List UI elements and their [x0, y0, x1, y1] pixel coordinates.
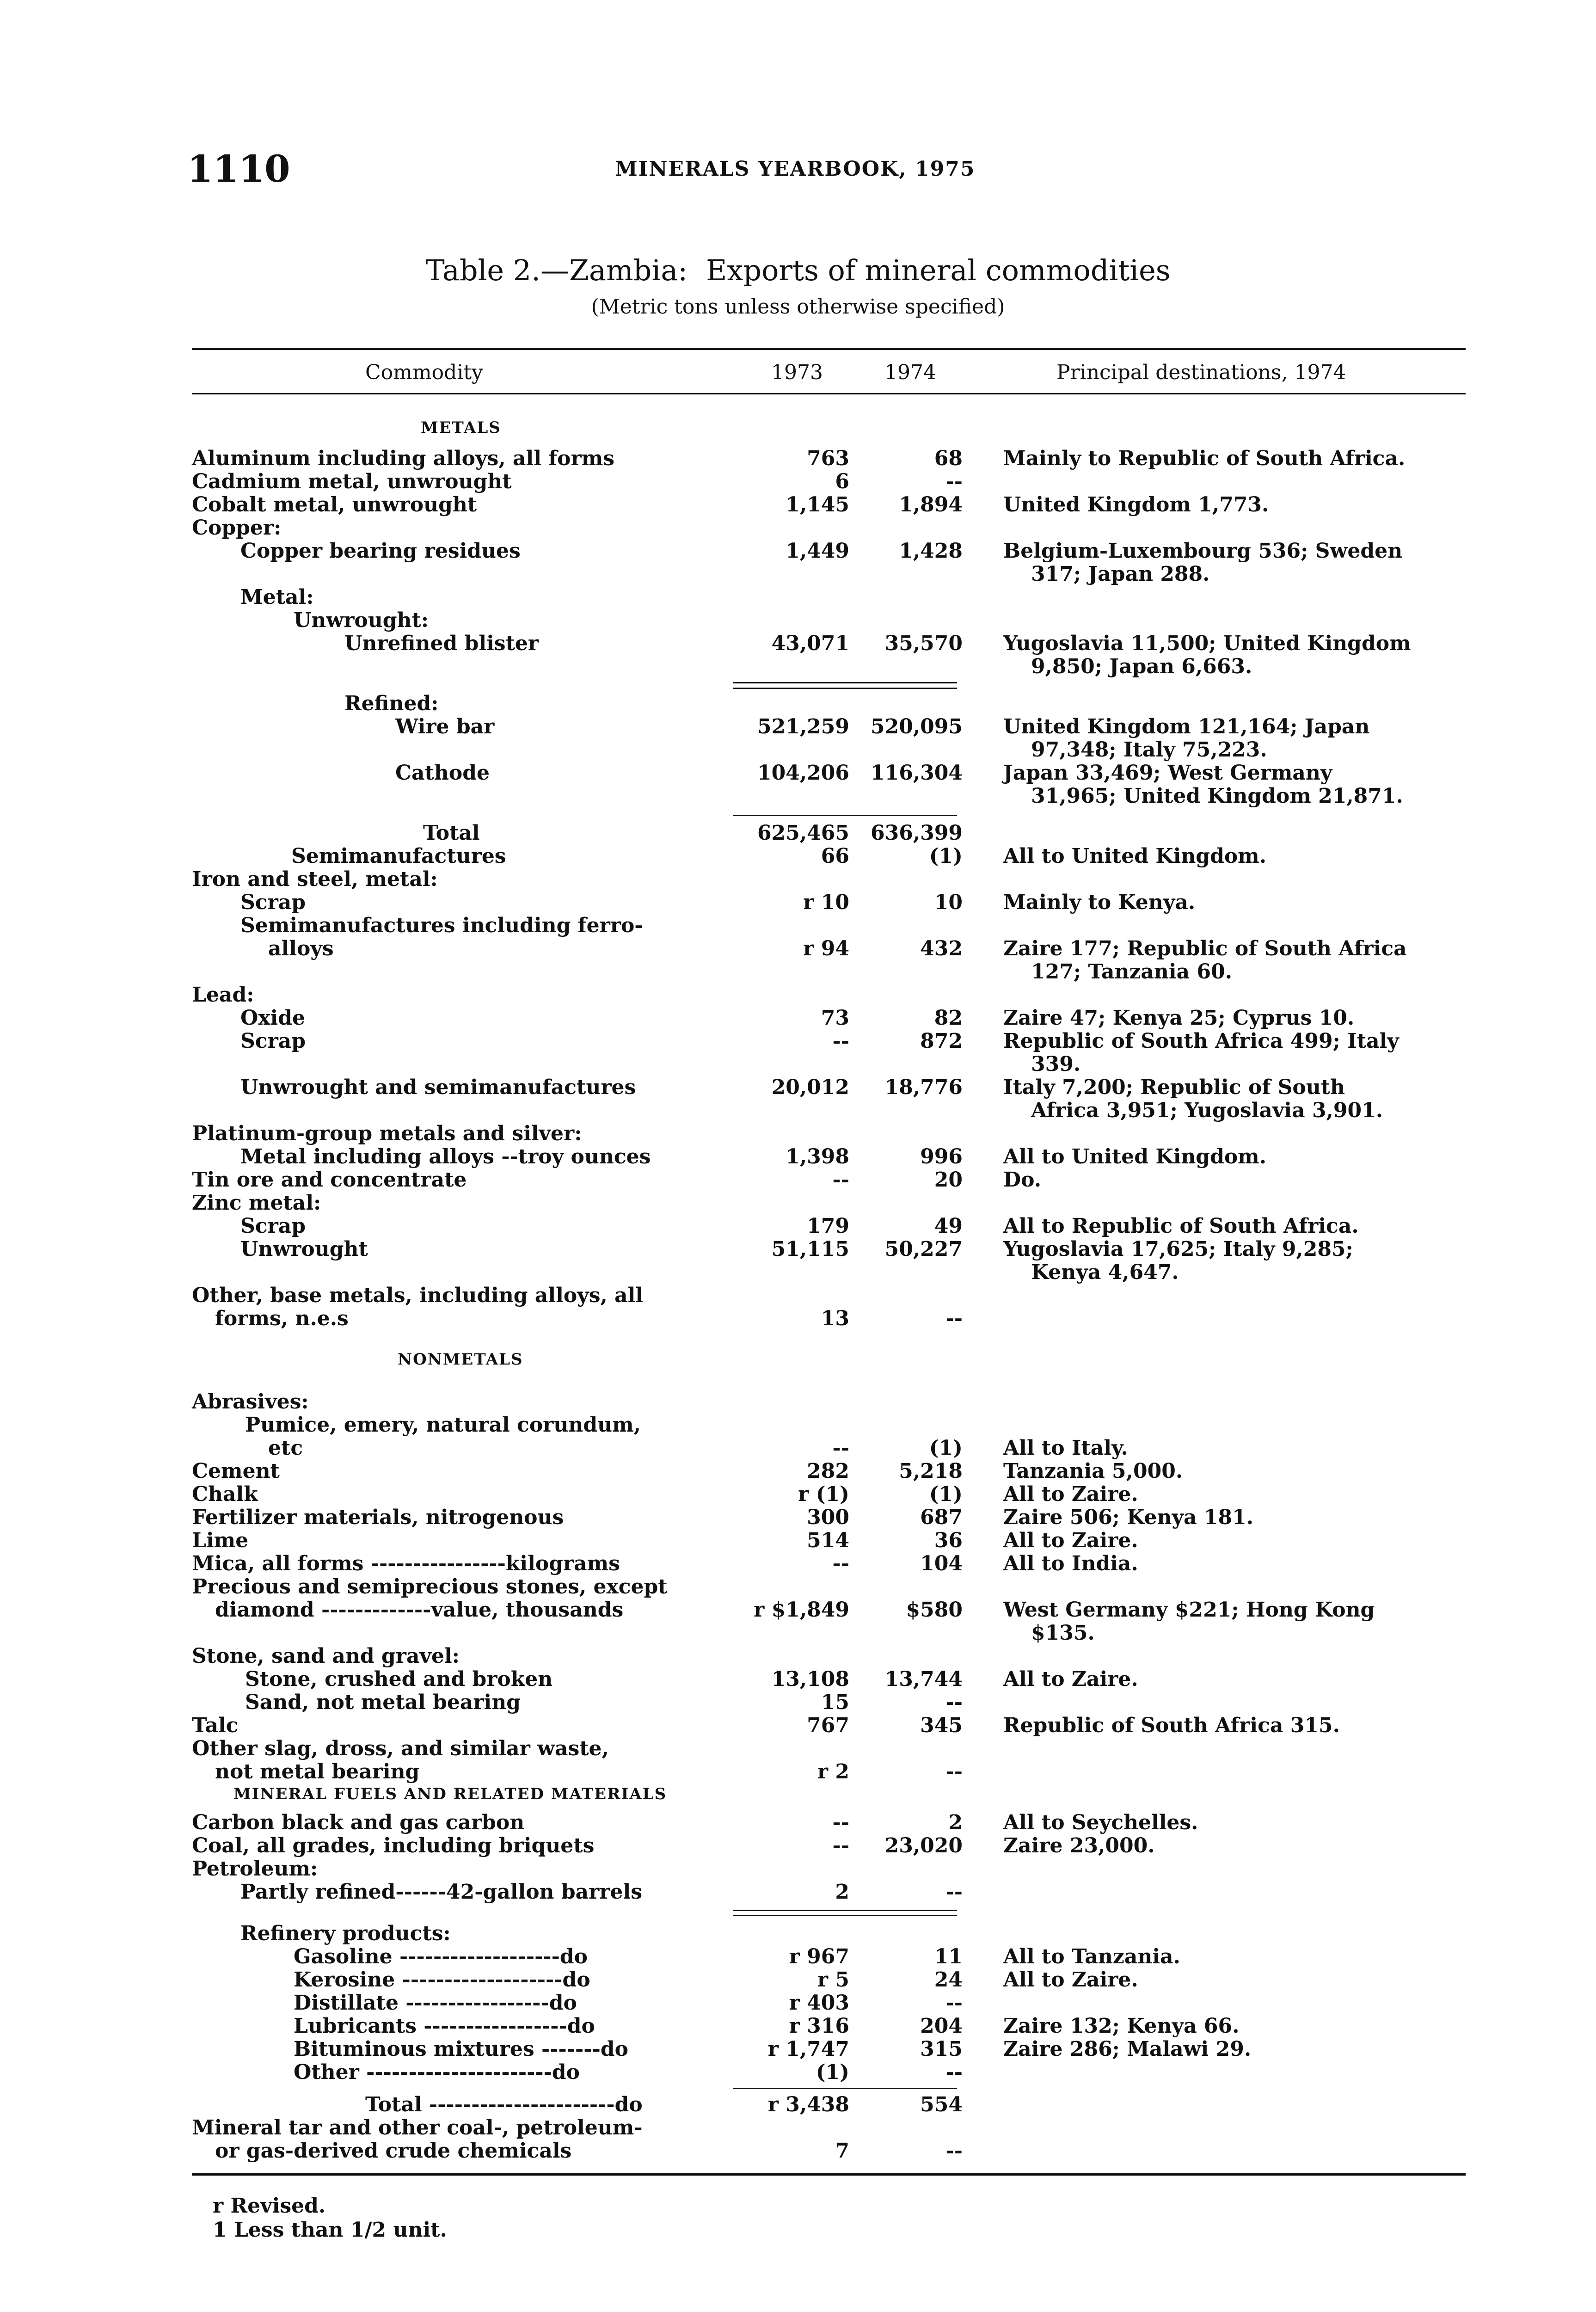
value-1974: $580 — [906, 1598, 963, 1622]
destination: Belgium-Luxembourg 536; Sweden — [1003, 539, 1403, 563]
destination: All to Zaire. — [1003, 1482, 1138, 1506]
table-row — [0, 1029, 1596, 1053]
table-row — [0, 1811, 1596, 1835]
value-1974: 996 — [920, 1145, 963, 1168]
col-header-destinations: Principal destinations, 1974 — [1056, 361, 1346, 384]
destination: All to Zaire. — [1003, 1968, 1138, 1992]
commodity-talc: Talc — [192, 1714, 239, 1737]
table-row — [0, 1413, 1596, 1437]
commodity-lead: Lead: — [192, 983, 254, 1007]
commodity-unwrought: Unwrought — [240, 1237, 368, 1261]
total-rule — [733, 1915, 957, 1916]
value-1973: 763 — [807, 447, 849, 470]
destination: Mainly to Republic of South Africa. — [1003, 447, 1406, 470]
commodity-mica-all-forms-kilograms: Mica, all forms ----------------kilograms — [192, 1552, 620, 1575]
value-1973: 1,145 — [786, 493, 849, 517]
table-row — [0, 1737, 1596, 1761]
value-1973: 7 — [835, 2139, 849, 2163]
commodity-scrap: Scrap — [240, 891, 306, 914]
commodity-metal: Metal: — [240, 585, 314, 609]
value-1974: (1) — [929, 844, 963, 868]
value-1974: 20 — [934, 1168, 963, 1192]
value-1974: 13,744 — [884, 1667, 963, 1691]
page-number: 1110 — [187, 147, 290, 191]
destination: All to India. — [1003, 1552, 1138, 1575]
commodity-refinery-products: Refinery products: — [240, 1922, 451, 1945]
commodity-diamond-value-thousands: diamond -------------value, thousands — [215, 1598, 624, 1622]
value-1973: r 10 — [803, 891, 849, 914]
table-row — [0, 609, 1596, 633]
col-header-commodity: Commodity — [365, 361, 483, 384]
destination: West Germany $221; Hong Kong — [1003, 1598, 1375, 1622]
value-1974: -- — [945, 1760, 963, 1783]
value-1973: r 2 — [817, 1760, 849, 1783]
total-rule — [733, 682, 957, 683]
commodity-unrefined-blister: Unrefined blister — [344, 632, 539, 655]
value-1973: 43,071 — [771, 632, 849, 655]
commodity-forms-n-e-s: forms, n.e.s — [215, 1307, 349, 1330]
commodity-copper-bearing-residues: Copper bearing residues — [240, 539, 521, 563]
value-1974: 23,020 — [884, 1834, 963, 1857]
value-1973: -- — [832, 1168, 849, 1192]
table-row — [0, 1968, 1596, 1992]
destination: All to Seychelles. — [1003, 1811, 1198, 1834]
commodity-scrap: Scrap — [240, 1029, 306, 1053]
value-1973: 15 — [821, 1691, 849, 1714]
table-row — [0, 562, 1596, 586]
value-1974: -- — [945, 1691, 963, 1714]
col-header-1973: 1973 — [771, 361, 823, 384]
table-row — [0, 1834, 1596, 1858]
table-row — [0, 1168, 1596, 1192]
value-1974: (1) — [929, 1436, 963, 1460]
commodity-semimanufactures: Semimanufactures — [291, 844, 506, 868]
commodity-unwrought: Unwrought: — [294, 609, 429, 632]
destination: Mainly to Kenya. — [1003, 891, 1196, 914]
destination: Do. — [1003, 1168, 1042, 1192]
commodity-wire-bar: Wire bar — [395, 715, 495, 738]
value-1973: 20,012 — [771, 1076, 849, 1099]
commodity-sand-not-metal-bearing: Sand, not metal bearing — [245, 1691, 521, 1714]
value-1974: 520,095 — [870, 715, 963, 738]
destination: Japan 33,469; West Germany — [1003, 761, 1332, 785]
value-1973: -- — [832, 1436, 849, 1460]
commodity-distillate-do: Distillate -----------------do — [294, 1991, 577, 2015]
destination: Kenya 4,647. — [1031, 1261, 1179, 1284]
commodity-kerosine-do: Kerosine -------------------do — [294, 1968, 590, 1992]
destination: Tanzania 5,000. — [1003, 1459, 1183, 1483]
table-row — [0, 1529, 1596, 1553]
value-1973: 514 — [807, 1529, 849, 1552]
destination: $135. — [1031, 1621, 1095, 1645]
table-subtitle: (Metric tons unless otherwise specified) — [591, 295, 1005, 319]
destination: Zaire 132; Kenya 66. — [1003, 2014, 1240, 2038]
destination: All to Italy. — [1003, 1436, 1128, 1460]
commodity-bituminous-mixtures-do: Bituminous mixtures -------do — [294, 2037, 628, 2061]
table-row — [0, 914, 1596, 938]
value-1973: r 94 — [803, 937, 849, 960]
commodity-metal-including-alloys-troy-ounces: Metal including alloys --troy ounces — [240, 1145, 651, 1168]
value-1973: 282 — [807, 1459, 849, 1483]
table-row — [0, 2014, 1596, 2038]
table-row — [0, 1667, 1596, 1691]
table-row — [0, 1122, 1596, 1146]
table-row — [0, 784, 1596, 808]
destination: All to Republic of South Africa. — [1003, 1214, 1359, 1238]
table-row — [0, 1922, 1596, 1946]
value-1974: 35,570 — [884, 632, 963, 655]
value-1974: 10 — [934, 891, 963, 914]
table-row — [0, 655, 1596, 679]
table-row — [0, 2037, 1596, 2061]
table-row — [0, 1006, 1596, 1030]
table-row — [0, 447, 1596, 471]
total-rule — [733, 1910, 957, 1911]
value-1974: -- — [945, 470, 963, 493]
table-row — [0, 539, 1596, 563]
value-1974: 82 — [934, 1006, 963, 1030]
value-1974: -- — [945, 1991, 963, 2015]
table-row — [0, 1621, 1596, 1645]
table-row — [0, 867, 1596, 892]
value-1974: 116,304 — [870, 761, 963, 785]
commodity-stone-sand-and-gravel: Stone, sand and gravel: — [192, 1644, 460, 1668]
commodity-lubricants-do: Lubricants -----------------do — [294, 2014, 595, 2038]
table-row — [0, 1991, 1596, 2015]
table-row — [0, 1284, 1596, 1308]
commodity-other-slag-dross-and-similar-waste: Other slag, dross, and similar waste, — [192, 1737, 609, 1760]
value-1974: 636,399 — [870, 821, 963, 845]
value-1973: r 5 — [817, 1968, 849, 1992]
commodity-precious-and-semiprecious-stones-except: Precious and semiprecious stones, except — [192, 1575, 668, 1599]
section-heading-nonmetals: NONMETALS — [398, 1350, 523, 1369]
commodity-copper: Copper: — [192, 516, 282, 540]
value-1973: 1,449 — [786, 539, 849, 563]
table-title-text: Exports of mineral commodities — [706, 253, 1171, 287]
table-row — [0, 1191, 1596, 1215]
destination: All to United Kingdom. — [1003, 1145, 1267, 1168]
table-row — [0, 1261, 1596, 1285]
table-row — [0, 1214, 1596, 1238]
value-1973: r (1) — [798, 1482, 849, 1506]
commodity-total-do: Total ----------------------do — [365, 2093, 643, 2116]
table-row — [0, 1506, 1596, 1530]
destination: Yugoslavia 11,500; United Kingdom — [1003, 632, 1411, 655]
commodity-oxide: Oxide — [240, 1006, 306, 1030]
section-heading-metals: METALS — [421, 418, 501, 437]
destination: United Kingdom 1,773. — [1003, 493, 1269, 517]
destination: Zaire 23,000. — [1003, 1834, 1155, 1857]
destination: 9,850; Japan 6,663. — [1031, 655, 1252, 678]
table-title-lead: Table 2.—Zambia: — [425, 253, 688, 287]
destination: 127; Tanzania 60. — [1031, 960, 1233, 984]
commodity-chalk: Chalk — [192, 1482, 258, 1506]
commodity-scrap: Scrap — [240, 1214, 306, 1238]
value-1973: 521,259 — [757, 715, 849, 738]
table-row — [0, 1880, 1596, 1904]
table-row — [0, 761, 1596, 785]
value-1973: 73 — [821, 1006, 849, 1030]
value-1973: 300 — [807, 1506, 849, 1529]
table-row — [0, 983, 1596, 1007]
table-row — [0, 632, 1596, 656]
header-bottom-rule — [192, 393, 1466, 394]
table-row — [0, 937, 1596, 961]
commodity-coal-all-grades-including-briquets: Coal, all grades, including briquets — [192, 1834, 595, 1857]
value-1973: 625,465 — [757, 821, 849, 845]
commodity-cadmium-metal-unwrought: Cadmium metal, unwrought — [192, 470, 512, 493]
table-row — [0, 1052, 1596, 1076]
destination: Africa 3,951; Yugoslavia 3,901. — [1031, 1099, 1383, 1122]
table-row — [0, 960, 1596, 984]
value-1974: 432 — [920, 937, 963, 960]
value-1973: r 3,438 — [767, 2093, 849, 2116]
section-heading-fuels: MINERAL FUELS AND RELATED MATERIALS — [233, 1785, 667, 1803]
value-1974: 554 — [920, 2093, 963, 2116]
value-1973: -- — [832, 1834, 849, 1857]
value-1973: r 403 — [789, 1991, 849, 2015]
value-1973: r 967 — [789, 1945, 849, 1968]
table-row — [0, 1390, 1596, 1414]
value-1974: 1,894 — [899, 493, 963, 517]
table-row — [0, 1575, 1596, 1599]
value-1973: 6 — [835, 470, 849, 493]
commodity-mineral-tar-and-other-coal-petroleum: Mineral tar and other coal-, petroleum- — [192, 2116, 643, 2140]
destination: Yugoslavia 17,625; Italy 9,285; — [1003, 1237, 1353, 1261]
value-1974: 104 — [920, 1552, 963, 1575]
destination: United Kingdom 121,164; Japan — [1003, 715, 1370, 738]
commodity-carbon-black-and-gas-carbon: Carbon black and gas carbon — [192, 1811, 525, 1834]
value-1974: -- — [945, 2139, 963, 2163]
commodity-partly-refined-42-gallon-barrels: Partly refined------42-gallon barrels — [240, 1880, 642, 1904]
col-header-1974: 1974 — [884, 361, 936, 384]
destination: 317; Japan 288. — [1031, 562, 1210, 586]
table-row — [0, 585, 1596, 609]
commodity-unwrought-and-semimanufactures: Unwrought and semimanufactures — [240, 1076, 636, 1099]
destination: Republic of South Africa 499; Italy — [1003, 1029, 1399, 1053]
value-1974: 1,428 — [899, 539, 963, 563]
commodity-refined: Refined: — [344, 692, 439, 715]
value-1974: 204 — [920, 2014, 963, 2038]
table-bottom-rule — [192, 2173, 1466, 2176]
table-row — [0, 1598, 1596, 1622]
destination: 97,348; Italy 75,223. — [1031, 738, 1267, 762]
table-row — [0, 844, 1596, 868]
table-row — [0, 1857, 1596, 1881]
destination: Republic of South Africa 315. — [1003, 1714, 1340, 1737]
table-row — [0, 2093, 1596, 2117]
destination: Zaire 506; Kenya 181. — [1003, 1506, 1254, 1529]
table-row — [0, 821, 1596, 845]
table-row — [0, 1076, 1596, 1100]
value-1974: 50,227 — [884, 1237, 963, 1261]
commodity-or-gas-derived-crude-chemicals: or gas-derived crude chemicals — [215, 2139, 572, 2163]
commodity-lime: Lime — [192, 1529, 249, 1552]
destination: 339. — [1031, 1052, 1081, 1076]
value-1974: 872 — [920, 1029, 963, 1053]
table-row — [0, 1237, 1596, 1261]
value-1973: r 1,747 — [767, 2037, 849, 2061]
value-1974: 24 — [934, 1968, 963, 1992]
destination: Zaire 286; Malawi 29. — [1003, 2037, 1252, 2061]
value-1974: 18,776 — [884, 1076, 963, 1099]
destination: All to Zaire. — [1003, 1667, 1138, 1691]
value-1974: 36 — [934, 1529, 963, 1552]
commodity-stone-crushed-and-broken: Stone, crushed and broken — [245, 1667, 553, 1691]
value-1973: -- — [832, 1552, 849, 1575]
commodity-not-metal-bearing: not metal bearing — [215, 1760, 420, 1783]
value-1973: 13 — [821, 1307, 849, 1330]
destination: 31,965; United Kingdom 21,871. — [1031, 784, 1403, 808]
value-1973: 66 — [821, 844, 849, 868]
table-row — [0, 1760, 1596, 1784]
value-1974: 315 — [920, 2037, 963, 2061]
destination: All to Tanzania. — [1003, 1945, 1180, 1968]
table-row — [0, 493, 1596, 517]
table-row — [0, 1307, 1596, 1331]
table-row — [0, 1482, 1596, 1506]
table-row — [0, 1691, 1596, 1715]
commodity-alloys: alloys — [268, 937, 334, 960]
commodity-etc: etc — [268, 1436, 303, 1460]
commodity-petroleum: Petroleum: — [192, 1857, 318, 1881]
commodity-zinc-metal: Zinc metal: — [192, 1191, 321, 1215]
table-row — [0, 738, 1596, 762]
table-row — [0, 1459, 1596, 1483]
value-1974: 68 — [934, 447, 963, 470]
value-1974: -- — [945, 2060, 963, 2084]
value-1973: 51,115 — [771, 1237, 849, 1261]
destination: All to United Kingdom. — [1003, 844, 1267, 868]
commodity-other-do: Other ----------------------do — [294, 2060, 580, 2084]
commodity-other-base-metals-including-alloys-all: Other, base metals, including alloys, all — [192, 1284, 644, 1307]
value-1974: 49 — [934, 1214, 963, 1238]
footnote-revised: r Revised. — [213, 2194, 326, 2218]
commodity-abrasives: Abrasives: — [192, 1390, 309, 1414]
destination: Italy 7,200; Republic of South — [1003, 1076, 1345, 1099]
value-1973: r $1,849 — [754, 1598, 849, 1622]
value-1974: 5,218 — [899, 1459, 963, 1483]
value-1973: -- — [832, 1029, 849, 1053]
table-row — [0, 2060, 1596, 2084]
commodity-total: Total — [423, 821, 480, 845]
value-1974: 687 — [920, 1506, 963, 1529]
total-rule — [733, 688, 957, 689]
value-1973: 2 — [835, 1880, 849, 1904]
value-1974: 345 — [920, 1714, 963, 1737]
commodity-cathode: Cathode — [395, 761, 490, 785]
value-1973: (1) — [816, 2060, 849, 2084]
table-row — [0, 692, 1596, 716]
destination: Zaire 177; Republic of South Africa — [1003, 937, 1407, 960]
commodity-cement: Cement — [192, 1459, 280, 1483]
value-1973: r 316 — [789, 2014, 849, 2038]
commodity-tin-ore-and-concentrate: Tin ore and concentrate — [192, 1168, 467, 1192]
table-row — [0, 2139, 1596, 2163]
table-row — [0, 470, 1596, 494]
commodity-pumice-emery-natural-corundum: Pumice, emery, natural corundum, — [245, 1413, 641, 1437]
commodity-aluminum-including-alloys-all-forms: Aluminum including alloys, all forms — [192, 447, 615, 470]
commodity-fertilizer-materials-nitrogenous: Fertilizer materials, nitrogenous — [192, 1506, 564, 1529]
value-1973: 104,206 — [757, 761, 849, 785]
destination: Zaire 47; Kenya 25; Cyprus 10. — [1003, 1006, 1355, 1030]
table-row — [0, 1714, 1596, 1738]
value-1974: 2 — [948, 1811, 963, 1834]
commodity-iron-and-steel-metal: Iron and steel, metal: — [192, 867, 438, 891]
value-1973: 13,108 — [771, 1667, 849, 1691]
value-1974: (1) — [929, 1482, 963, 1506]
commodity-cobalt-metal-unwrought: Cobalt metal, unwrought — [192, 493, 477, 517]
table-row — [0, 1145, 1596, 1169]
table-row — [0, 1436, 1596, 1460]
table-row — [0, 1099, 1596, 1123]
value-1973: 767 — [807, 1714, 849, 1737]
table-row — [0, 1945, 1596, 1969]
table-row — [0, 1644, 1596, 1668]
table-row — [0, 2116, 1596, 2140]
total-rule — [733, 2088, 957, 2089]
value-1973: 179 — [807, 1214, 849, 1238]
destination: All to Zaire. — [1003, 1529, 1138, 1552]
total-rule — [733, 815, 957, 816]
value-1974: 11 — [934, 1945, 963, 1968]
table-top-rule — [192, 348, 1466, 350]
running-title: MINERALS YEARBOOK, 1975 — [615, 157, 976, 181]
value-1973: 1,398 — [786, 1145, 849, 1168]
table-row — [0, 891, 1596, 915]
value-1974: -- — [945, 1307, 963, 1330]
table-row — [0, 715, 1596, 739]
table-title — [0, 253, 1596, 287]
value-1973: -- — [832, 1811, 849, 1834]
commodity-semimanufactures-including-ferro: Semimanufactures including ferro- — [240, 914, 643, 937]
footnote-less-than-half: 1 Less than 1/2 unit. — [213, 2218, 447, 2242]
commodity-platinum-group-metals-and-silver: Platinum-group metals and silver: — [192, 1122, 582, 1145]
value-1974: -- — [945, 1880, 963, 1904]
table-row — [0, 1552, 1596, 1576]
commodity-gasoline-do: Gasoline -------------------do — [294, 1945, 588, 1968]
table-row — [0, 516, 1596, 540]
